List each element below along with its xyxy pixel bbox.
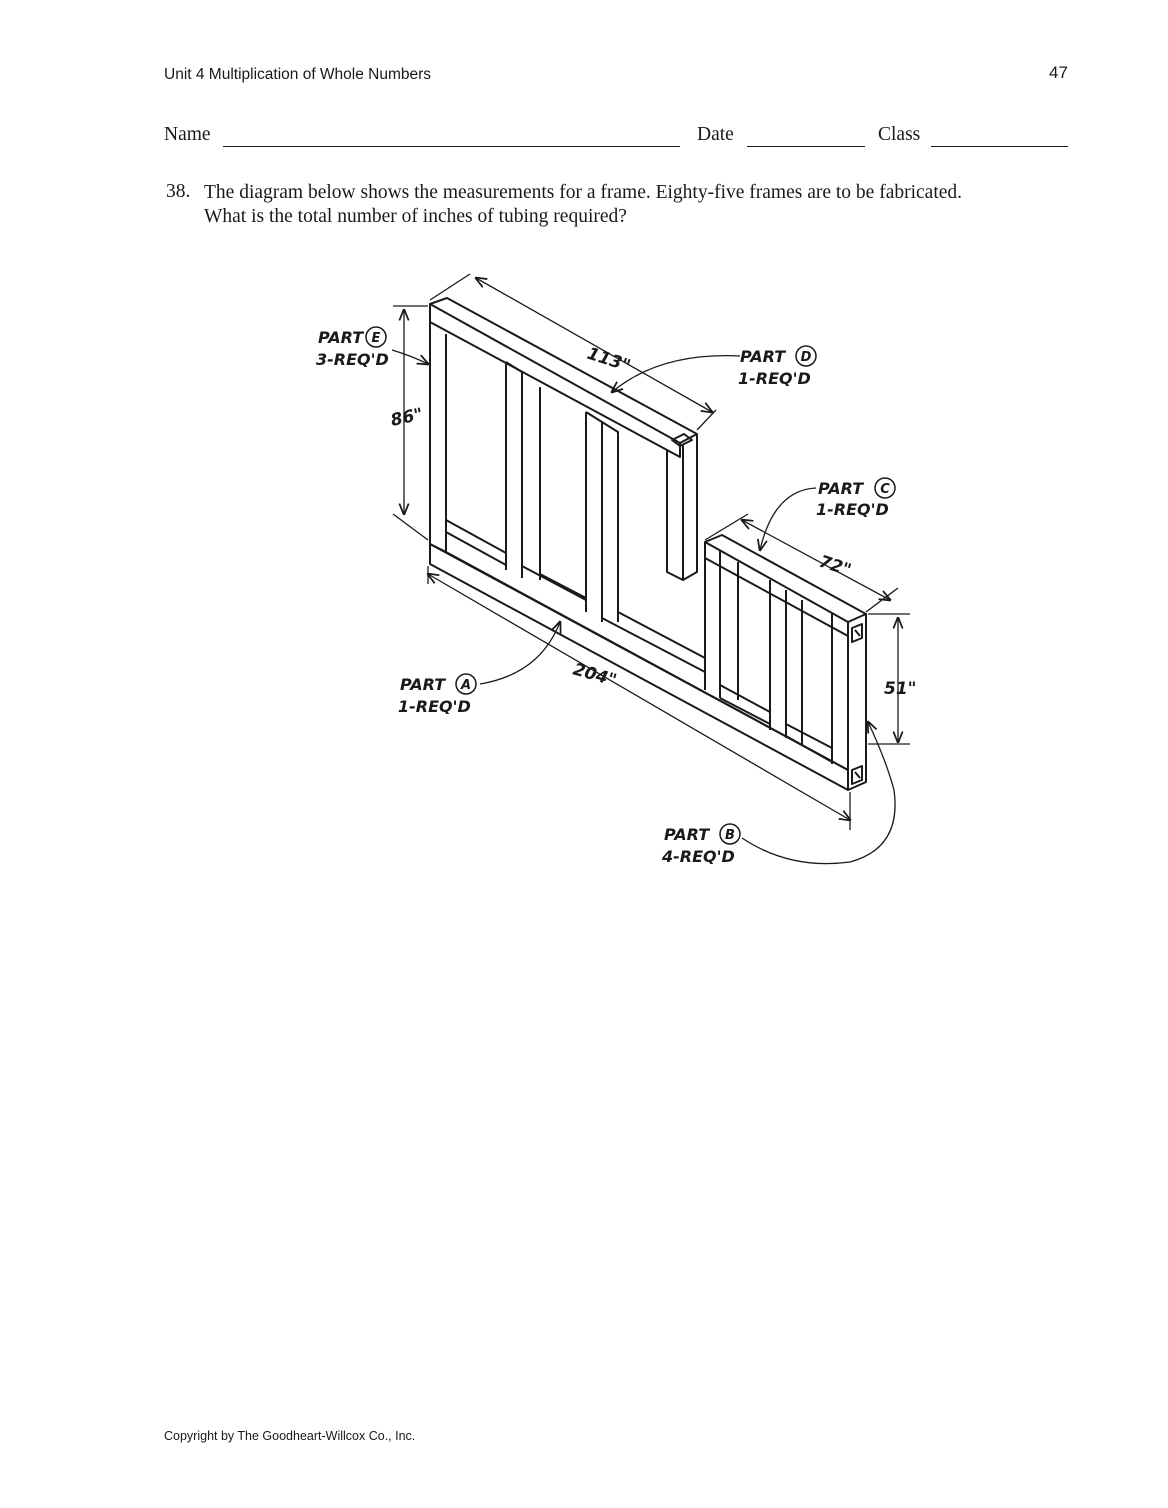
dim-86-label: 86": [388, 404, 425, 431]
dim-113-label: 113": [584, 343, 633, 377]
leader-part-a: [480, 622, 560, 684]
top-beam: [430, 298, 697, 443]
dim-72-ext-1: [705, 514, 748, 540]
dim-51-label: 51": [884, 679, 917, 699]
dim-86-ext-2: [393, 514, 428, 540]
part-e-word: PART: [318, 328, 364, 347]
leader-part-e: [392, 350, 428, 364]
unit-title: Unit 4 Multiplication of Whole Numbers: [164, 66, 432, 83]
question-line-2: What is the total number of inches of tubing required?: [204, 206, 627, 227]
part-a-label: [398, 674, 476, 716]
part-b-qty: 4-REQ'D: [662, 847, 735, 866]
left-post: [430, 304, 446, 552]
end-cap-bottom: [852, 766, 862, 784]
stud-1: [506, 362, 522, 578]
inner-rail-mid: [522, 566, 586, 600]
part-a-qty: 1-REQ'D: [398, 697, 471, 716]
dimension-labels: [389, 344, 917, 699]
name-label: Name: [164, 124, 211, 145]
part-b-letter: B: [725, 828, 735, 843]
dim-204-label: 204": [570, 659, 619, 692]
question-line-1: The diagram below shows the measurements for a frame. Eighty-five frames are to be fabricated.: [204, 182, 963, 203]
part-c-word: PART: [818, 479, 864, 498]
leader-part-b: [742, 722, 895, 864]
part-d-letter: D: [800, 350, 812, 365]
top-beam-underside: [430, 322, 680, 457]
part-c-letter: C: [880, 482, 890, 497]
class-label: Class: [878, 124, 921, 145]
part-c-qty: 1-REQ'D: [816, 500, 889, 519]
part-d-word: PART: [740, 347, 786, 366]
part-d-label: [738, 346, 816, 388]
question-number: 38.: [166, 181, 191, 202]
dim-113-ext-2: [697, 410, 716, 430]
part-d-qty: 1-REQ'D: [738, 369, 811, 388]
end-cap-top: [852, 624, 862, 642]
page-number: 47: [1049, 63, 1068, 82]
copyright: Copyright by The Goodheart-Willcox Co., Inc.: [164, 1429, 416, 1443]
part-e-qty: 3-REQ'D: [316, 350, 389, 369]
part-a-letter: A: [460, 678, 472, 693]
dim-72-ext-2: [866, 588, 898, 612]
date-label: Date: [697, 124, 734, 145]
right-inner-studs: [738, 562, 832, 764]
stud-3: [586, 412, 618, 622]
dim-113-ext-1: [430, 274, 470, 300]
leader-part-c: [760, 488, 816, 550]
part-c-label: [816, 478, 895, 519]
part-a-word: PART: [400, 675, 446, 694]
dim-72-line: [742, 520, 890, 600]
dim-72-label: 72": [816, 551, 854, 581]
part-b-label: [661, 824, 740, 866]
part-e-letter: E: [371, 331, 381, 346]
part-b-word: PART: [664, 825, 710, 844]
part-e-label: [316, 327, 389, 369]
